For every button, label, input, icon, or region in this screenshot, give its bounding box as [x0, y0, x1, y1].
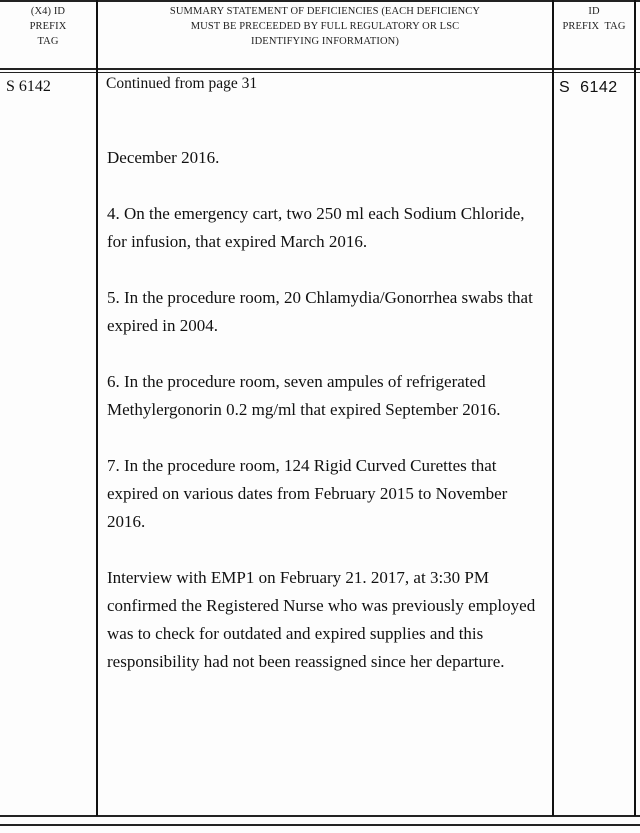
header-middle-column — [98, 4, 552, 49]
paragraph: 4. On the emergency cart, two 250 ml each Sodium Chloride, for infusion, that expired March 2016. — [107, 204, 525, 251]
bottom-border-bottom — [0, 824, 640, 826]
header-middle-line: SUMMARY STATEMENT OF DEFICIENCIES (EACH DEFICIENCY — [169, 6, 481, 17]
column-divider-left — [96, 0, 98, 816]
paragraph: Interview with EMP1 on February 21. 2017, at 3:30 PM confirmed the Registered Nurse who was previously employed was to check for outdated and expired supplies and this responsibility had not been reassigned since her departure. — [107, 568, 536, 671]
prefix-tag-left: S 6142 — [6, 78, 51, 95]
paragraph: 5. In the procedure room, 20 Chlamydia/Gonorrhea swabs that expired in 2004. — [107, 288, 533, 335]
paragraph: 7. In the procedure room, 124 Rigid Curved Curettes that expired on various dates from February 2015 to November 2016. — [107, 456, 508, 531]
header-right-column — [554, 4, 634, 34]
header-left-column — [0, 4, 96, 49]
header-middle-line: MUST BE PRECEEDED BY FULL REGULATORY OR LSC — [190, 21, 460, 32]
paragraph: 6. In the procedure room, seven ampules of refrigerated Methylergonorin 0.2 mg/ml that expired September 2016. — [107, 372, 501, 419]
header-left-line: TAG — [37, 36, 59, 47]
header-left-line: PREFIX — [29, 21, 67, 32]
paragraph: December 2016. — [107, 148, 220, 167]
header-left-line: (X4) ID — [30, 6, 66, 17]
header-right-line: ID — [588, 6, 600, 17]
header-middle-line: IDENTIFYING INFORMATION) — [251, 36, 399, 47]
header-right-line: PREFIX TAG — [562, 21, 626, 32]
column-divider-right — [552, 0, 554, 816]
prefix-tag-right: S 6142 — [559, 79, 618, 96]
continued-note: Continued from page 31 — [106, 75, 258, 92]
column-divider-far-right — [634, 0, 636, 816]
deficiency-statement — [107, 144, 547, 704]
